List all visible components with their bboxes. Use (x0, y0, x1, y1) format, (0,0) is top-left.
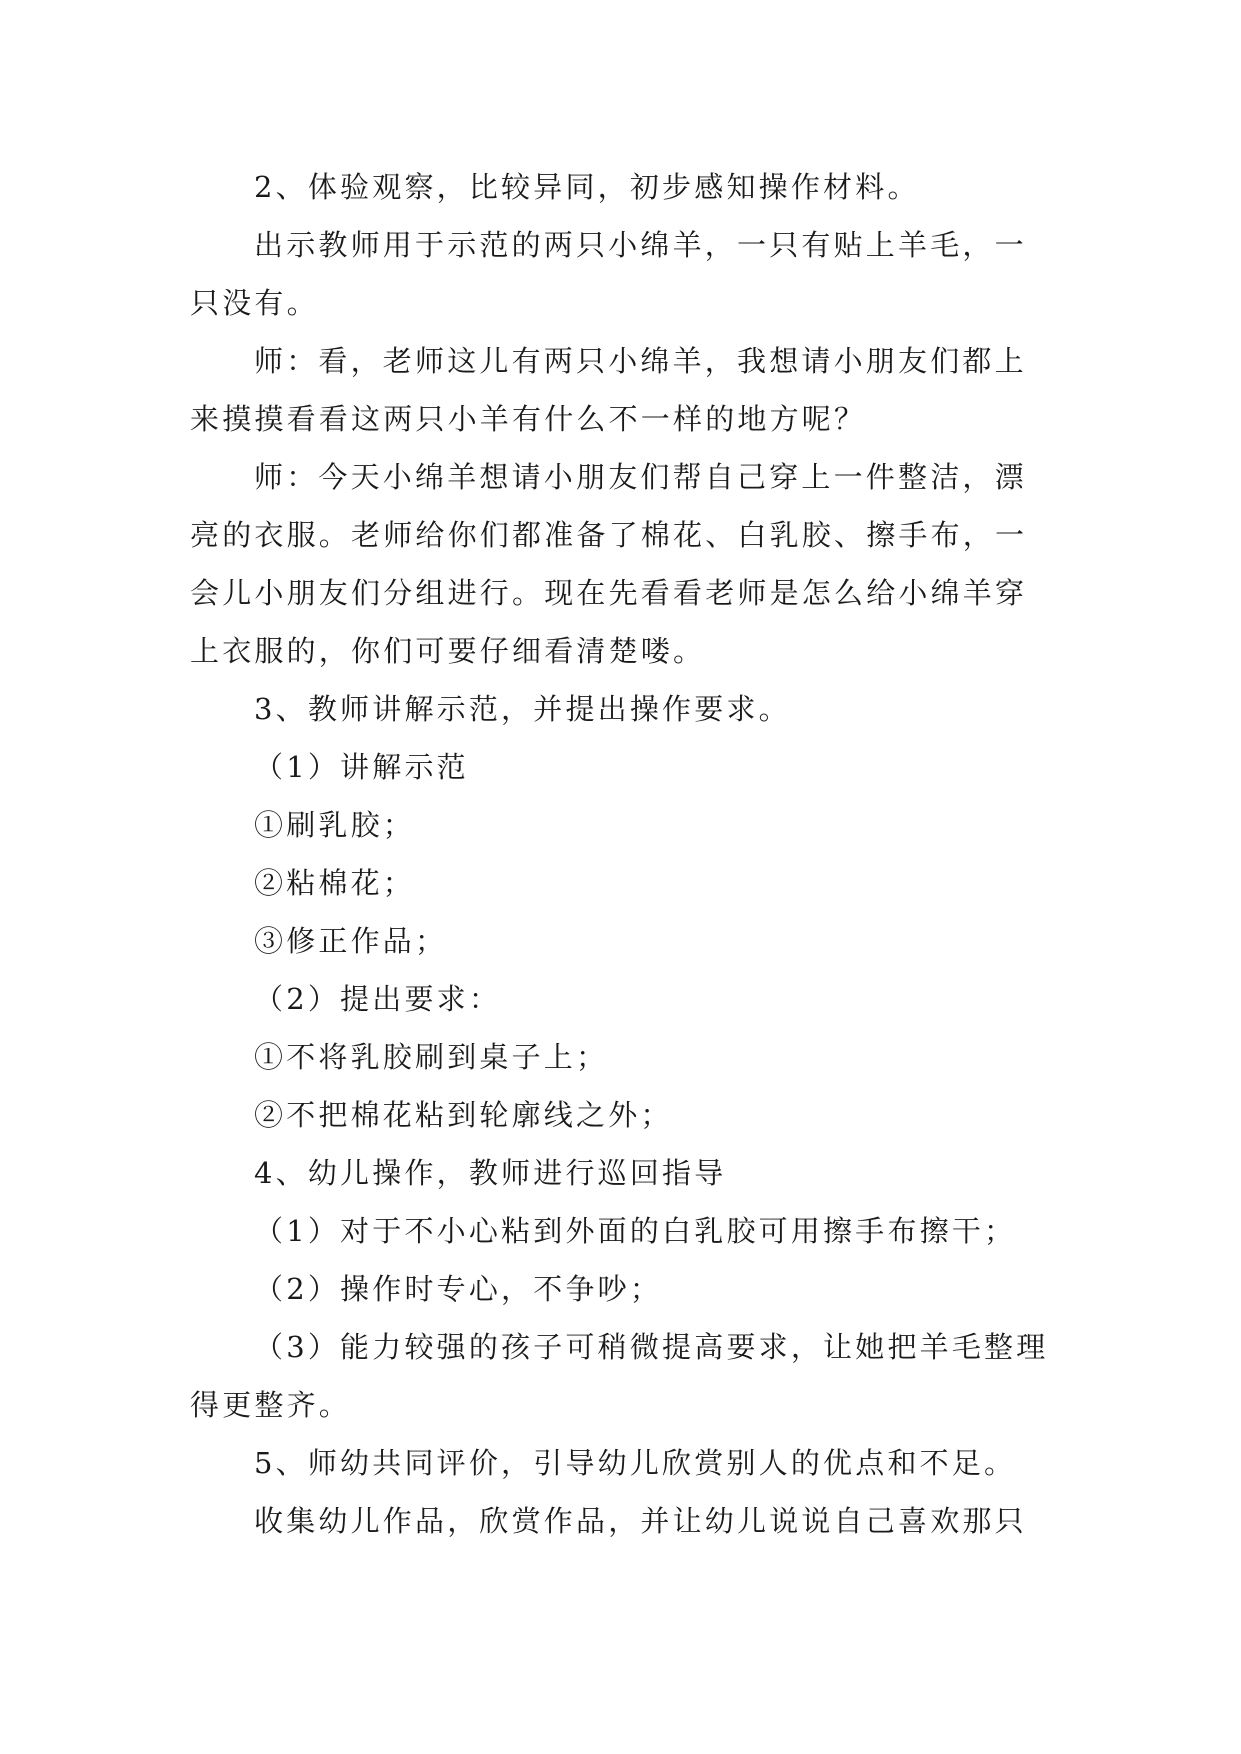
paragraph-sub-1-demo: （1）讲解示范 (254, 750, 469, 784)
list-item-wipe-glue: （1）对于不小心粘到外面的白乳胶可用擦手布擦干； (254, 1214, 1017, 1248)
paragraph-step-4-heading: 4、幼儿操作，教师进行巡回指导 (254, 1156, 727, 1190)
list-item-brush-glue: ①刷乳胶； (254, 808, 416, 842)
list-item-fix-work: ③修正作品； (254, 924, 448, 958)
list-item-higher-requirement: （3）能力较强的孩子可稍微提高要求，让她把羊毛整理得更整齐。 (190, 1330, 1049, 1422)
paragraph-step-3-heading: 3、教师讲解示范，并提出操作要求。 (254, 692, 791, 726)
paragraph-teacher-today: 师：今天小绵羊想请小朋友们帮自己穿上一件整洁，漂亮的衣服。老师给你们都准备了棉花、白乳胶、擦手布，一会儿小朋友们分组进行。现在先看看老师是怎么给小绵羊穿上衣服的，你们可要仔细看清楚喽。 (190, 460, 1028, 668)
paragraph-sub-2-requirements: （2）提出要求： (254, 982, 502, 1016)
paragraph-step-2-heading: 2、体验观察，比较异同，初步感知操作材料。 (254, 170, 920, 204)
document-body (190, 158, 1050, 1550)
paragraph-step-5-heading: 5、师幼共同评价，引导幼儿欣赏别人的优点和不足。 (254, 1446, 1017, 1480)
list-item-no-glue-on-table: ①不将乳胶刷到桌子上； (254, 1040, 609, 1074)
list-item-focus: （2）操作时专心，不争吵； (254, 1272, 663, 1306)
list-item-no-cotton-outside: ②不把棉花粘到轮廓线之外； (254, 1098, 673, 1132)
paragraph-collect-works: 收集幼儿作品，欣赏作品，并让幼儿说说自己喜欢那只 (254, 1504, 1027, 1538)
list-item-stick-cotton: ②粘棉花； (254, 866, 416, 900)
paragraph-show-sheep: 出示教师用于示范的两只小绵羊，一只有贴上羊毛，一只没有。 (190, 228, 1027, 320)
paragraph-teacher-look: 师：看，老师这儿有两只小绵羊，我想请小朋友们都上来摸摸看看这两只小羊有什么不一样的地方呢？ (190, 344, 1027, 436)
